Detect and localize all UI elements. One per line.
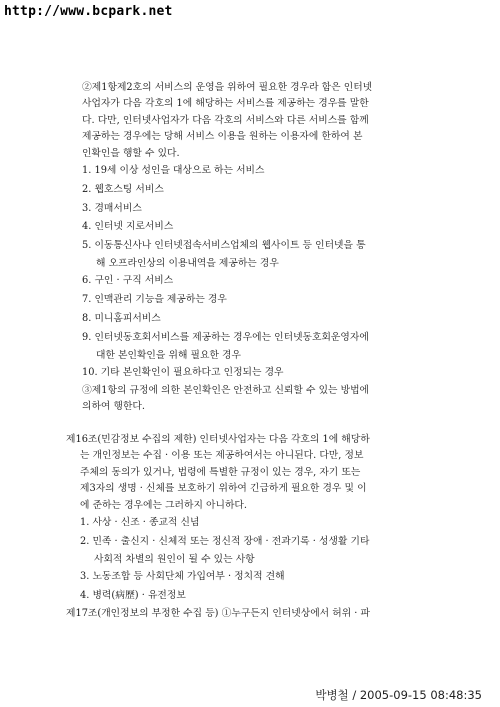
list-item: 4. 병력(病歷) · 유전정보 bbox=[80, 589, 186, 601]
site-watermark: http://www.bcpark.net bbox=[4, 4, 173, 19]
list-item-continuation: 해 오프라인상의 이용내역을 제공하는 경우 bbox=[96, 257, 279, 269]
text-line: ③제1항의 규정에 의한 본인확인은 안전하고 신뢰할 수 있는 방법에 bbox=[82, 384, 370, 396]
article-16 bbox=[66, 432, 370, 514]
section-1 bbox=[82, 80, 372, 415]
list-item: 1. 19세 이상 성인을 대상으로 하는 서비스 bbox=[82, 164, 265, 176]
text-line: 제16조(민감정보 수집의 제한) 인터넷사업자는 다음 각호의 1에 해당하 bbox=[66, 434, 370, 445]
text-line: 의하여 행한다. bbox=[82, 401, 146, 413]
section-2 bbox=[66, 432, 370, 622]
article-17-start: 제17조(개인정보의 부정한 수집 등) ①누구든지 인터넷상에서 허위 · 파 bbox=[66, 607, 370, 619]
text-line: 에 준하는 경우에는 그러하지 아니하다. bbox=[80, 499, 247, 511]
author-timestamp: 박병철 / 2005-09-15 08:48:35 bbox=[315, 688, 482, 702]
service-list bbox=[82, 162, 372, 383]
text-line: 사업자가 다음 각호의 1에 해당하는 서비스를 제공하는 경우를 말한 bbox=[82, 98, 369, 110]
list-item: 7. 인맥관리 기능을 제공하는 경우 bbox=[82, 294, 227, 306]
list-item: 8. 미니홈피서비스 bbox=[82, 312, 161, 324]
list-item: 3. 노동조합 등 사회단체 가입여부 · 정치적 견해 bbox=[80, 570, 285, 582]
paragraph-3 bbox=[82, 383, 372, 416]
list-item: 3. 경매서비스 bbox=[82, 202, 142, 214]
sensitive-info-list bbox=[66, 514, 370, 606]
list-item: 5. 이동통신사나 인터넷접속서비스업체의 웹사이트 등 인터넷을 통 bbox=[82, 240, 366, 252]
text-line: 다. 다만, 인터넷사업자가 다음 각호의 서비스와 다른 서비스를 함께 bbox=[82, 114, 369, 126]
text-line: 는 개인정보는 수집 · 이용 또는 제공하여서는 아니된다. 다만, 정보 bbox=[80, 450, 364, 462]
text-line: 제3자의 생명 · 신체를 보호하기 위하여 긴급하게 필요한 경우 및 이 bbox=[80, 483, 367, 495]
list-item: 9. 인터넷동호회서비스를 제공하는 경우에는 인터넷동호회운영자에 bbox=[82, 331, 369, 343]
list-item: 2. 웹호스팅 서비스 bbox=[82, 183, 164, 195]
list-item: 6. 구인 · 구직 서비스 bbox=[82, 275, 174, 287]
list-item-continuation: 사회적 차별의 원인이 될 수 있는 사항 bbox=[94, 553, 255, 565]
list-item-continuation: 대한 본인확인을 위해 필요한 경우 bbox=[96, 349, 241, 361]
list-item: 1. 사상 · 신조 · 종교적 신념 bbox=[80, 516, 200, 528]
text-line: ②제1항제2호의 서비스의 운영을 위하여 필요한 경우라 함은 인터넷 bbox=[82, 82, 373, 93]
list-item: 4. 인터넷 지로서비스 bbox=[82, 221, 174, 233]
text-line: 인확인을 행할 수 있다. bbox=[82, 147, 180, 159]
list-item: 10. 기타 본인확인이 필요하다고 인정되는 경우 bbox=[82, 366, 284, 378]
list-item: 2. 민족 · 출신지 · 신체적 또는 정신적 장애 · 전과기록 · 성생활 기타 bbox=[80, 535, 370, 547]
paragraph-2 bbox=[82, 80, 372, 162]
text-line: 주체의 동의가 있거나, 법령에 특별한 규정이 있는 경우, 자기 또는 bbox=[80, 466, 361, 478]
text-line: 제공하는 경우에는 당해 서비스 이용을 원하는 이용자에 한하여 본 bbox=[82, 131, 363, 143]
